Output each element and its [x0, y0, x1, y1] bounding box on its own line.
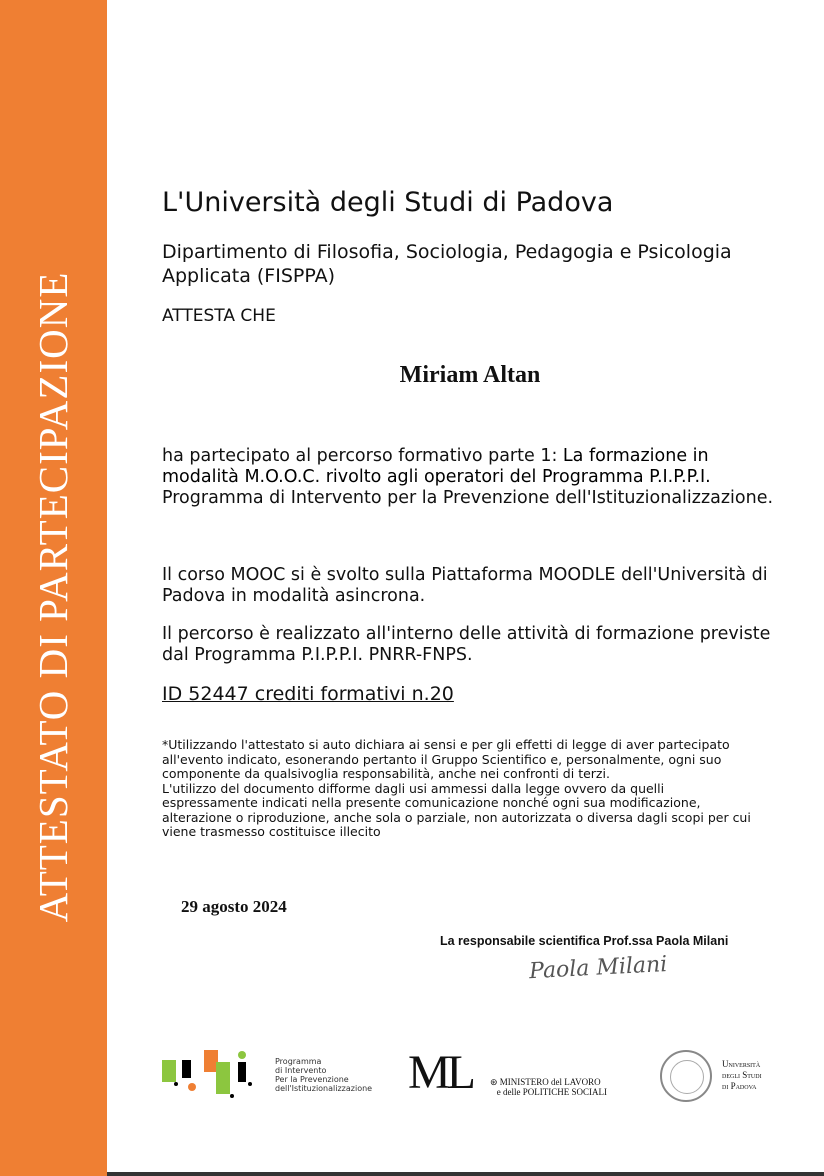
ministry-logo-text: ⊛ MINISTERO del LAVORO e delle POLITICHE SOCIALI: [490, 1077, 607, 1097]
pippi-logo: [162, 1050, 262, 1109]
course-title: La formazione in modalità M.O.O.C. rivolto agli operatori del Programma P.I.P.P.I.: [162, 446, 711, 487]
disclaimer-1: *Utilizzando l'attestato si auto dichiara ai sensi e per gli effetti di legge di aver partecipato all'evento indicato, esonerando pertanto il Gruppo Scientifico e, personalmente, ogni suo componente da qualsivoglia responsabilità, anche nei confronti di terzi.: [162, 737, 730, 781]
signature: Paola Milani: [528, 951, 668, 985]
disclaimer: [162, 738, 762, 840]
course-suffix: Programma di Intervento per la Prevenzione dell'Istituzionalizzazione.: [162, 488, 774, 508]
attesta-che: ATTESTA CHE: [162, 306, 276, 326]
issue-date: 29 agosto 2024: [181, 897, 287, 916]
course-id-credits: ID 52447 crediti formativi n.20: [162, 683, 454, 705]
participant-name: Miriam Altan: [399, 362, 541, 388]
sidebar-band: [0, 0, 107, 1176]
course-paragraph: [162, 446, 782, 509]
unipd-logo-text: Università degli Studi di Padova: [722, 1059, 762, 1091]
pippi-logo-text: Programma di Intervento Per la Prevenzione dell'Istituzionalizzazione: [275, 1057, 373, 1093]
certificate-title: ATTESTATO DI PARTECIPAZIONE: [30, 271, 76, 923]
program-paragraph: Il percorso è realizzato all'interno delle attività di formazione previste dal Programma P.I.P.P.I. PNRR-FNPS.: [162, 624, 771, 665]
course-prefix: ha partecipato al percorso formativo parte 1:: [162, 446, 563, 466]
bottom-border: [107, 1172, 824, 1176]
department-name: Dipartimento di Filosofia, Sociologia, Pedagogia e Psicologia Applicata (FISPPA): [162, 241, 732, 287]
disclaimer-2: L'utilizzo del documento difforme dagli usi ammessi dalla legge ovvero da quelli espressamente indicati nella presente comunicazione nonché ogni sua modificazione, alterazione o riproduzione, anche sola o parziale, non autorizzata o diversa dagli scopi per cui viene trasmesso costituisce illecito: [162, 780, 751, 839]
platform-paragraph: Il corso MOOC si è svolto sulla Piattaforma MOODLE dell'Università di Padova in modalità asincrona.: [162, 565, 768, 606]
ml-logo: ML: [408, 1046, 472, 1099]
university-seal-icon: [660, 1050, 712, 1102]
university-name: L'Università degli Studi di Padova: [162, 187, 614, 218]
responsible-signatory: La responsabile scientifica Prof.ssa Paola Milani: [440, 934, 729, 948]
